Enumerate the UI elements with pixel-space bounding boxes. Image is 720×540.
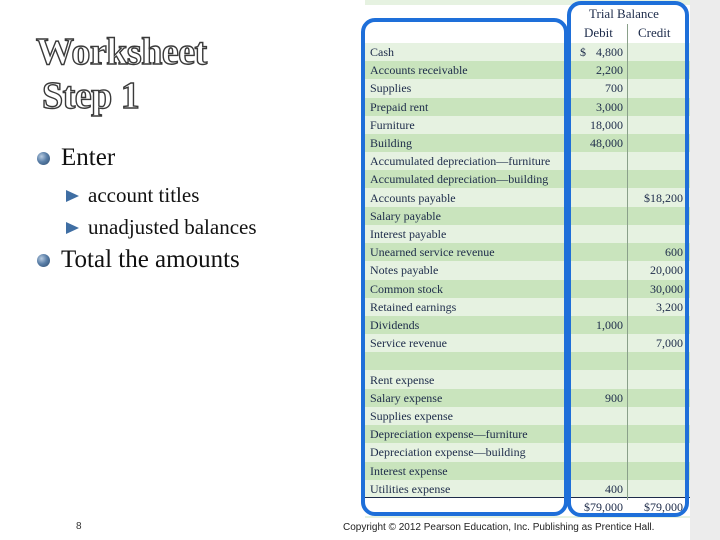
- right-edge-strip: [690, 0, 720, 540]
- copyright-footer: Copyright © 2012 Pearson Education, Inc. Publishing as Prentice Hall.: [343, 522, 655, 533]
- page-number: 8: [76, 521, 82, 532]
- account-name: Retained earnings: [370, 299, 457, 314]
- account-name: Accumulated depreciation—building: [370, 172, 549, 187]
- account-name: Building: [370, 136, 413, 150]
- round-bullet-icon: [37, 254, 50, 267]
- table-row: [365, 462, 690, 480]
- account-name: Utilities expense: [370, 481, 451, 496]
- account-name: Salary payable: [370, 208, 441, 223]
- dollar-sign: $: [580, 45, 586, 59]
- table-row: [365, 170, 690, 188]
- table-row: [365, 134, 690, 152]
- account-name: Supplies expense: [370, 409, 453, 423]
- account-name: Service revenue: [370, 336, 447, 351]
- debit-cell: 18,000: [590, 117, 623, 132]
- debit-cell: 900: [605, 390, 623, 405]
- credit-cell: 20,000: [650, 263, 683, 278]
- debit-cell: 1,000: [596, 318, 623, 332]
- bullet-text: Total the amounts: [61, 246, 240, 273]
- table-row: [365, 98, 690, 116]
- sub-bullet-item: [36, 179, 336, 211]
- table-row: [365, 189, 690, 207]
- account-name: Depreciation expense—building: [370, 445, 526, 460]
- account-name: Accounts payable: [370, 190, 456, 205]
- table-row: [365, 225, 690, 243]
- credit-cell: 600: [665, 245, 683, 260]
- table-row: [365, 407, 690, 425]
- account-name: Unearned service revenue: [370, 245, 495, 260]
- account-name: Accounts receivable: [370, 63, 468, 78]
- account-name: Depreciation expense—furniture: [370, 427, 528, 442]
- triangle-bullet-icon: [66, 190, 79, 202]
- table-group-header: [365, 5, 690, 24]
- account-name: Dividends: [370, 318, 420, 332]
- credit-cell: 7,000: [656, 336, 683, 351]
- table-row: [365, 389, 690, 407]
- triangle-bullet-icon: [66, 222, 79, 234]
- table-row: [365, 116, 690, 134]
- table-row: [365, 480, 690, 498]
- table-row: [365, 152, 690, 170]
- bullet-item: [36, 245, 336, 275]
- total-debit: $79,000: [584, 500, 623, 514]
- table-row: [365, 316, 690, 334]
- debit-cell: 2,200: [596, 63, 623, 78]
- round-bullet-icon: [37, 152, 50, 165]
- account-name: Prepaid rent: [370, 99, 429, 114]
- table-row: [365, 352, 690, 370]
- debit-cell: 4,800: [596, 45, 623, 59]
- account-name: Furniture: [370, 117, 415, 132]
- table-row: [365, 61, 690, 79]
- credit-cell: $18,200: [644, 190, 683, 205]
- debit-cell: 48,000: [590, 136, 623, 150]
- debit-header: Debit: [584, 25, 613, 40]
- debit-cell: 700: [605, 81, 623, 96]
- table-row: [365, 334, 690, 352]
- credit-header: Credit: [638, 25, 671, 40]
- account-name: Notes payable: [370, 263, 439, 278]
- account-name: Rent expense: [370, 372, 435, 387]
- table-row: [365, 280, 690, 298]
- table-row: [365, 371, 690, 389]
- account-name: Cash: [370, 45, 394, 59]
- account-name: Interest payable: [370, 227, 447, 241]
- account-name: Salary expense: [370, 390, 443, 405]
- title-line-1: Worksheet: [36, 31, 207, 73]
- table-row: [365, 298, 690, 316]
- bullet-item: [36, 143, 336, 173]
- account-name: Interest expense: [370, 463, 448, 478]
- table-row: [365, 79, 690, 97]
- total-row: [365, 497, 690, 516]
- total-credit: $79,000: [644, 500, 683, 514]
- account-name: Supplies: [370, 81, 412, 96]
- table-row: [365, 425, 690, 443]
- bullet-list: [36, 143, 336, 281]
- table-row: [365, 443, 690, 461]
- sub-bullet-text: account titles: [88, 183, 200, 207]
- table-row: [365, 43, 690, 61]
- slide-title: [36, 30, 207, 118]
- debit-cell: 3,000: [596, 99, 623, 114]
- table-row: [365, 261, 690, 279]
- bullet-text: Enter: [61, 144, 116, 171]
- table-column-header: [365, 24, 690, 43]
- account-name: Accumulated depreciation—furniture: [370, 154, 551, 169]
- debit-cell: 400: [605, 481, 623, 496]
- table-row: [365, 243, 690, 261]
- trial-balance-table: [365, 0, 690, 518]
- trial-balance-header: Trial Balance: [589, 6, 659, 21]
- account-name: Common stock: [370, 281, 444, 296]
- title-line-2: Step 1: [42, 75, 140, 117]
- table-row: [365, 207, 690, 225]
- credit-cell: 30,000: [650, 281, 683, 296]
- sub-bullet-text: unadjusted balances: [88, 215, 257, 239]
- sub-bullet-item: [36, 211, 336, 243]
- credit-cell: 3,200: [656, 299, 683, 314]
